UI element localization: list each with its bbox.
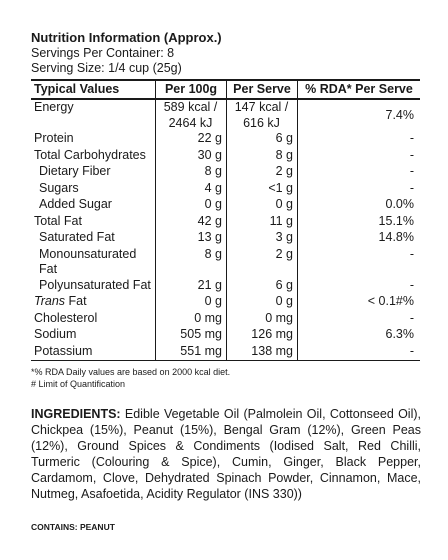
ingredients-text: Edible Vegetable Oil (Palmolein Oil, Cottonseed Oil), Chickpea (15%), Peanut (15%), Bengal Gram (12%), Green Peas (12%), Ground Spices & Condiments (Iodised Salt, Red Chilli, Turmeric (Colouring & Spice), Cumin, Ginger, Black Pepper, Cardamom, Clove, Dehydrated Spinach Powder, Cinnamon, Mace, Nutmeg, Asafoetida, Acidity Regulator (INS 330)): [31, 407, 421, 501]
row-rda: 7.4%: [298, 99, 421, 131]
row-rda: -: [298, 278, 421, 295]
row-per100: 0 g: [156, 294, 227, 311]
header-typical-values: Typical Values: [31, 80, 156, 99]
nutrition-table: [31, 79, 420, 361]
row-name: Saturated Fat: [39, 230, 115, 244]
row-rda: -: [298, 148, 421, 165]
energy-serve-kcal: 147 kcal /: [234, 100, 289, 114]
row-per100: 21 g: [156, 278, 227, 295]
row-name: Added Sugar: [39, 197, 112, 211]
row-rda: 15.1%: [298, 214, 421, 231]
ingredients-block: [31, 406, 421, 502]
row-rda: -: [298, 131, 421, 148]
energy-serve-kj: 616 kJ: [243, 115, 280, 130]
servings-per-container: Servings Per Container: 8: [31, 46, 175, 60]
row-serve: 11 g: [227, 214, 298, 231]
row-per100: 4 g: [156, 181, 227, 198]
row-serve: 126 mg: [227, 327, 298, 344]
row-per100: 505 mg: [156, 327, 227, 344]
row-serve: 2 g: [227, 247, 298, 278]
row-serve: 138 mg: [227, 344, 298, 361]
row-name: Total Carbohydrates: [34, 147, 146, 162]
row-serve: 2 g: [227, 164, 298, 181]
row-name: Sugars: [39, 180, 79, 195]
serving-size: Serving Size: 1/4 cup (25g): [31, 61, 182, 75]
energy-per100-kj: 2464 kJ: [168, 115, 213, 130]
row-name: Dietary Fiber: [39, 164, 111, 178]
row-rda: -: [298, 164, 421, 181]
row-per100: 42 g: [156, 214, 227, 231]
row-serve: 0 mg: [227, 311, 298, 328]
rda-footnote: *% RDA Daily values are based on 2000 kcal diet.: [31, 367, 231, 377]
row-per100: 8 g: [156, 164, 227, 181]
row-name-italic: Trans: [34, 294, 66, 308]
row-rda: -: [298, 247, 421, 278]
row-rda: < 0.1#%: [298, 294, 421, 311]
table-row: [31, 247, 420, 278]
table-row-energy: [31, 99, 420, 131]
table-row: [31, 294, 420, 311]
row-serve: 8 g: [227, 148, 298, 165]
table-row: [31, 278, 420, 295]
table-row: [31, 164, 420, 181]
table-row: [31, 327, 420, 344]
row-per100: 22 g: [156, 131, 227, 148]
header-per-100g: Per 100g: [156, 80, 227, 99]
label-title: Nutrition Information (Approx.): [31, 30, 222, 45]
table-row: [31, 344, 420, 361]
row-rda: 14.8%: [298, 230, 421, 247]
table-row: [31, 230, 420, 247]
allergen-statement: CONTAINS: PEANUT: [31, 522, 115, 532]
table-row: [31, 214, 420, 231]
header-per-serve: Per Serve: [227, 80, 298, 99]
nutrition-label: [31, 30, 421, 532]
row-name: [31, 294, 156, 311]
row-name: Monounsaturated Fat: [39, 246, 137, 276]
row-name: Energy: [34, 100, 74, 114]
row-name: Cholesterol: [34, 310, 98, 325]
table-row: [31, 197, 420, 214]
loq-footnote: # Limit of Quantification: [31, 379, 126, 389]
row-serve: 6 g: [227, 131, 298, 148]
row-per100: 0 mg: [156, 311, 227, 328]
row-rda: -: [298, 181, 421, 198]
row-rda: 6.3%: [298, 327, 421, 344]
table-row: [31, 148, 420, 165]
footnotes: [31, 366, 421, 390]
row-rda: -: [298, 311, 421, 328]
row-per100: 30 g: [156, 148, 227, 165]
header-rda: % RDA* Per Serve: [298, 80, 421, 99]
row-serve: <1 g: [227, 181, 298, 198]
row-name-rest: Fat: [65, 294, 87, 308]
row-per100: [156, 99, 227, 131]
row-serve: 0 g: [227, 197, 298, 214]
row-rda: 0.0%: [298, 197, 421, 214]
row-per100: 0 g: [156, 197, 227, 214]
row-name: Potassium: [31, 344, 156, 361]
row-name: Protein: [34, 131, 74, 145]
table-row: [31, 181, 420, 198]
row-serve: 3 g: [227, 230, 298, 247]
energy-per100-kcal: 589 kcal /: [163, 100, 218, 114]
row-per100: 551 mg: [156, 344, 227, 361]
row-per100: 13 g: [156, 230, 227, 247]
row-per100: 8 g: [156, 247, 227, 278]
row-name: Total Fat: [34, 213, 82, 228]
row-serve: [227, 99, 298, 131]
row-serve: 0 g: [227, 294, 298, 311]
ingredients-label: INGREDIENTS:: [31, 407, 121, 421]
table-row: [31, 311, 420, 328]
table-header-row: [31, 80, 420, 99]
row-name: Polyunsaturated Fat: [39, 277, 151, 292]
row-rda: -: [298, 344, 421, 361]
row-name: Sodium: [34, 327, 77, 341]
row-serve: 6 g: [227, 278, 298, 295]
table-row: [31, 131, 420, 148]
